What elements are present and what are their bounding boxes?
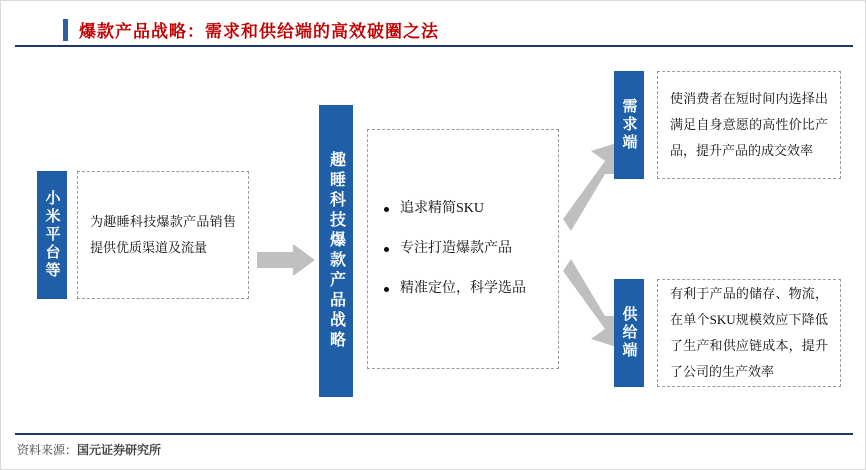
list-item: 追求精简SKU [384,199,548,219]
node-platform[interactable] [37,171,67,299]
page-title: 爆款产品战略：需求和供给端的高效破圈之法 [79,22,439,41]
arrow-right-icon [257,244,315,276]
node-strategy[interactable] [319,105,353,397]
node-supply-detail[interactable] [657,279,841,387]
slide-header [1,11,866,47]
node-channel[interactable] [77,171,249,299]
list-item: 专注打造爆款产品 [384,239,548,259]
node-strategy-label: 趣睡科技爆款产品战略 [327,151,345,351]
node-channel-text: 为趣睡科技爆款产品销售提供优质渠道及流量 [90,214,236,255]
node-platform-label: 小米平台等 [43,190,60,280]
source-label: 资料来源： [17,443,78,457]
header-divider [15,45,853,47]
node-demand-label: 需求端 [620,98,637,152]
header-accent-block [15,17,63,43]
node-demand-detail[interactable] [657,71,841,179]
source-note [17,441,161,458]
node-core-points[interactable] [367,129,559,369]
footer-divider [15,433,853,435]
list-item: 精准定位，科学选品 [384,279,548,299]
node-supply-text: 有利于产品的储存、物流，在单个SKU规模效应下降低了生产和供应链成本，提升了公司的生产效率 [670,286,828,379]
node-supply[interactable] [614,279,644,387]
source-value: 国元证券研究所 [77,443,162,457]
node-supply-label: 供给端 [620,306,637,360]
node-demand[interactable] [614,71,644,179]
header-bar-icon [63,19,68,41]
node-demand-text: 使消费者在短时间内选择出满足自身意愿的高性价比产品，提升产品的成交效率 [670,91,828,158]
core-points-list [384,179,548,319]
